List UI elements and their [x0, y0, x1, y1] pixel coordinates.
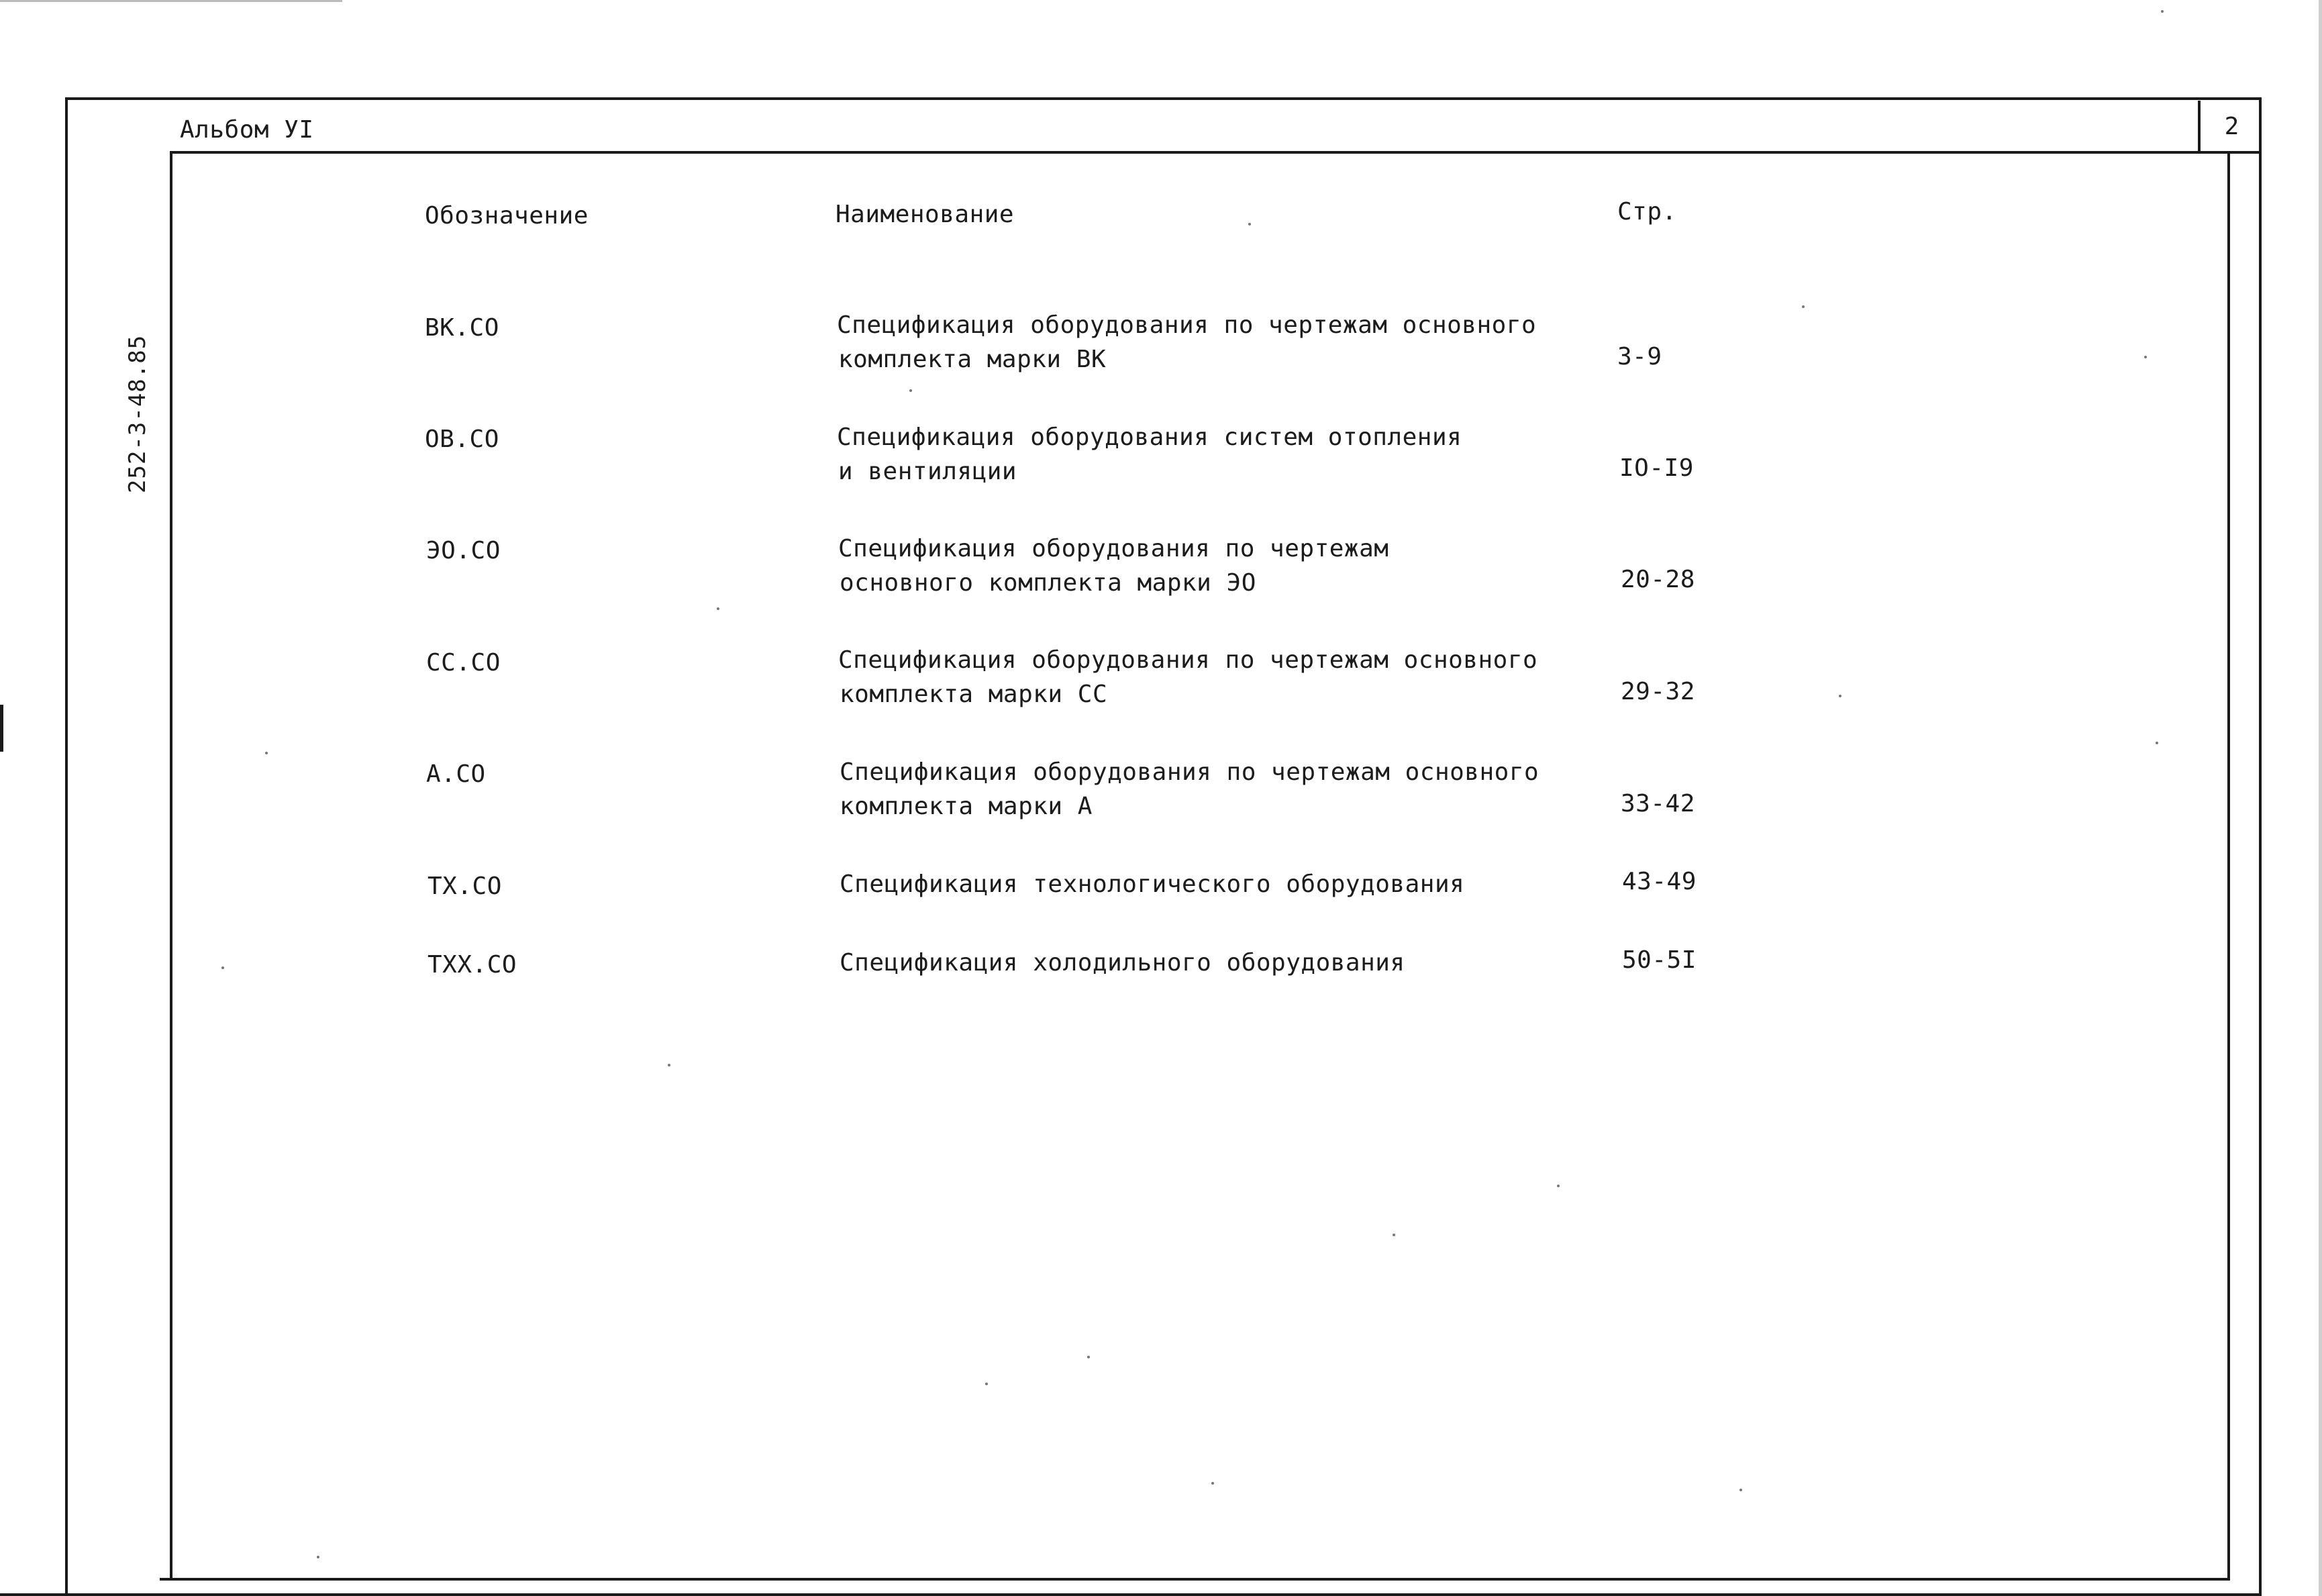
scan-speck	[1393, 1234, 1395, 1236]
row-code: А.СО	[426, 760, 486, 788]
row-code: ТХХ.СО	[427, 951, 517, 979]
scan-speck	[2156, 742, 2158, 744]
row-pages: 43-49	[1622, 868, 1697, 895]
scan-edge-left	[0, 705, 3, 752]
scan-speck	[1739, 1489, 1742, 1491]
scan-speck	[717, 607, 719, 610]
inner-frame-right	[2227, 151, 2230, 1581]
row-code: СС.СО	[426, 649, 501, 677]
column-header-page: Стр.	[1617, 198, 1677, 226]
row-title-line1: Спецификация оборудования по чертежам	[838, 535, 1389, 562]
row-title-line1: Спецификация оборудования по чертежам основного	[838, 646, 1538, 674]
scan-speck	[1839, 695, 1841, 697]
scan-edge-right	[2319, 0, 2322, 1596]
row-title-line1: Спецификация оборудования систем отопления	[837, 423, 1462, 451]
scan-speck	[1087, 1356, 1090, 1358]
sheet-bottom-edge	[0, 1593, 2262, 1596]
column-header-name: Наименование	[836, 201, 1015, 228]
row-pages: IO-I9	[1619, 454, 1694, 482]
row-code: ЭО.СО	[426, 537, 501, 564]
row-title-line2: комплекта марки ВК	[838, 346, 1107, 373]
row-title-line1: Спецификация оборудования по чертежам основного	[837, 311, 1537, 339]
scan-speck	[1211, 1482, 1214, 1485]
row-title-line1: Спецификация оборудования по чертежам основного	[840, 758, 1539, 786]
document-code-stamp: 252-3-48.85	[124, 334, 151, 493]
scan-speck	[2144, 356, 2147, 358]
page-number: 2	[2224, 113, 2239, 140]
row-pages: 20-28	[1621, 566, 1695, 593]
row-title-line2: и вентиляции	[838, 458, 1017, 485]
scan-speck	[317, 1556, 319, 1558]
row-pages: 33-42	[1621, 790, 1695, 817]
row-title-line1: Спецификация технологического оборудования	[840, 870, 1465, 898]
row-title-line1: Спецификация холодильного оборудования	[840, 949, 1405, 977]
scan-edge-top	[0, 0, 342, 2]
scan-speck	[909, 389, 912, 392]
row-pages: 3-9	[1617, 343, 1662, 370]
row-title-line2: комплекта марки А	[840, 793, 1093, 820]
scan-speck	[1802, 305, 1805, 308]
scan-speck	[265, 752, 268, 754]
scan-speck	[1248, 223, 1251, 226]
page-number-box	[2198, 101, 2263, 152]
scan-speck	[1557, 1185, 1560, 1187]
outer-frame-right	[2259, 97, 2262, 1596]
album-title: Альбом УI	[180, 116, 314, 144]
scan-speck	[668, 1064, 670, 1066]
inner-frame-bottom	[160, 1578, 2230, 1581]
scan-speck	[985, 1383, 988, 1385]
scan-speck	[221, 966, 224, 969]
row-code: ТХ.СО	[427, 872, 502, 900]
row-code: ОВ.СО	[425, 426, 499, 453]
column-header-designation: Обозначение	[425, 202, 589, 230]
inner-frame-top	[170, 151, 2262, 154]
scan-speck	[2161, 10, 2164, 13]
row-title-line2: комплекта марки СС	[840, 681, 1108, 708]
row-pages: 29-32	[1621, 678, 1695, 705]
row-pages: 50-5I	[1622, 946, 1697, 974]
row-code: ВК.СО	[425, 314, 499, 342]
row-title-line2: основного комплекта марки ЭО	[840, 569, 1256, 597]
outer-frame-top	[65, 97, 2262, 100]
inner-frame-left	[170, 151, 172, 1581]
outer-frame-left	[65, 97, 68, 1596]
